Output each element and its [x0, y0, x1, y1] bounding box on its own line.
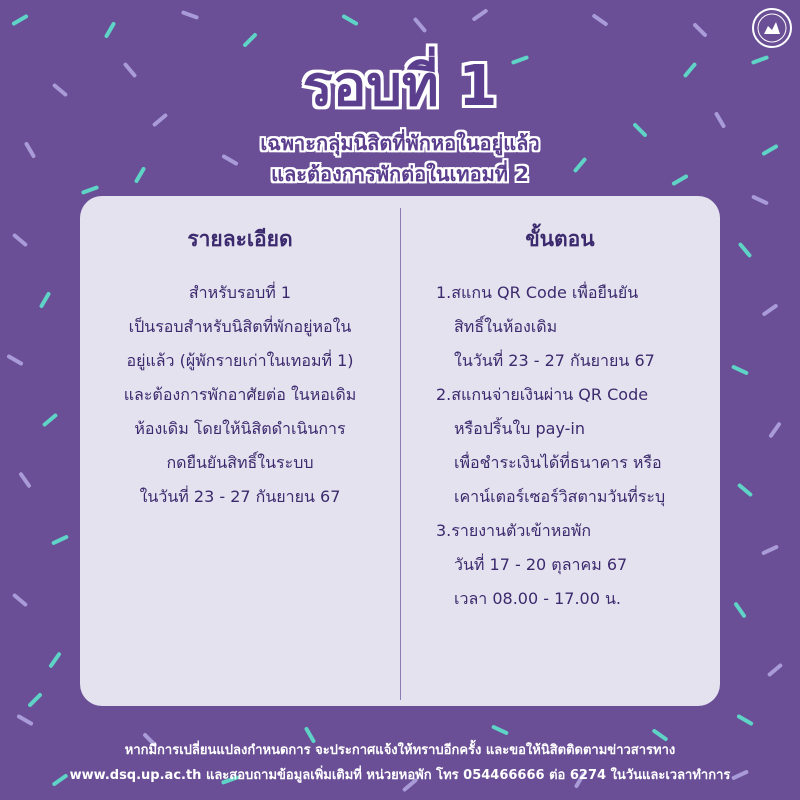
confetti-piece — [741, 245, 750, 256]
confetti-piece — [754, 197, 767, 203]
subtitle-line-2: และต้องการพักต่อในเทอมที่ 2 — [271, 162, 529, 186]
confetti-piece — [494, 727, 507, 733]
subtitle-line-1: เฉพาะกลุ่มนิสิตที่พักหอในอยู่แล้ว — [260, 131, 540, 155]
details-line: และต้องการพักอาศัยต่อ ในหอเดิม — [123, 385, 357, 404]
details-line: ในวันที่ 23 - 27 กันยายน 67 — [139, 487, 341, 506]
details-line: กดยืนยันสิทธิ์ในระบบ — [166, 453, 314, 472]
confetti-piece — [771, 424, 779, 435]
step-1-line: ในวันที่ 23 - 27 กันยายน 67 — [454, 351, 655, 370]
steps-heading: ขั้นตอน — [525, 227, 595, 251]
confetti-piece — [54, 537, 67, 543]
step-2-line: หรือปริ้นใบ pay-in — [454, 419, 585, 438]
confetti-piece — [30, 695, 40, 705]
confetti-piece — [736, 604, 744, 615]
details-line: เป็นรอบสำหรับนิสิตที่พักอยู่หอใน — [128, 317, 352, 336]
details-line: อยู่แล้ว (ผู้พักรายเก่าในเทอมที่ 1) — [126, 351, 354, 370]
confetti-piece — [740, 486, 751, 495]
footer-note-line-2: www.dsq.up.ac.th และสอบถามข้อมูลเพิ่มเติมที่ หน่วยหอพัก โทร 054466666 ต่อ 6274 ในวันและเวลาทำการ — [69, 768, 731, 783]
confetti-piece — [42, 294, 49, 306]
footer-note-line-1: หากมีการเปลี่ยนแปลงกำหนดการ จะประกาศแจ้งให้ทราบอีกครั้ง และขอให้นิสิตติดตามข่าวสารทาง — [124, 743, 676, 758]
confetti-piece — [15, 236, 26, 245]
steps-list — [436, 276, 716, 616]
university-seal-logo — [752, 8, 792, 48]
confetti-piece — [9, 357, 21, 364]
confetti-piece — [695, 25, 705, 35]
confetti-piece — [245, 35, 255, 45]
confetti-piece — [416, 20, 425, 31]
confetti-piece — [764, 547, 777, 553]
confetti-piece — [770, 666, 781, 675]
step-2-line: เคาน์เตอร์เซอร์วิสตามวันที่ระบุ — [454, 487, 666, 506]
confetti-piece — [344, 17, 356, 24]
step-3-line: วันที่ 17 - 20 ตุลาคม 67 — [454, 555, 628, 574]
confetti-piece — [83, 188, 96, 193]
confetti-piece — [654, 731, 665, 739]
step-2-title: 2.สแกนจ่ายเงินผ่าน QR Code — [436, 385, 649, 404]
confetti-piece — [764, 306, 775, 314]
university-seal-icon — [754, 10, 790, 46]
confetti-piece — [14, 17, 26, 24]
confetti-piece — [734, 367, 747, 373]
confetti-piece — [594, 16, 605, 24]
column-divider — [400, 208, 401, 700]
confetti-piece — [183, 13, 196, 18]
details-line: ห้องเดิม โดยให้นิสิตดำเนินการ — [134, 419, 346, 438]
confetti-piece — [739, 717, 751, 724]
details-line: สำหรับรอบที่ 1 — [188, 283, 292, 302]
details-text — [90, 276, 390, 514]
confetti-piece — [474, 11, 485, 19]
step-2-line: เพื่อชำระเงินได้ที่ธนาคาร หรือ — [454, 453, 662, 472]
confetti-piece — [45, 416, 56, 425]
confetti-piece — [19, 717, 31, 724]
step-3-line: เวลา 08.00 - 17.00 น. — [454, 589, 621, 608]
confetti-piece — [15, 596, 26, 605]
confetti-piece — [21, 474, 29, 485]
confetti-piece — [51, 654, 59, 665]
confetti-piece — [107, 24, 114, 36]
step-1-line: สิทธิ์ในห้องเดิม — [454, 317, 558, 336]
details-heading: รายละเอียด — [187, 227, 293, 251]
page-title: รอบที่ 1 — [302, 54, 498, 119]
step-1-title: 1.สแกน QR Code เพื่อยืนยัน — [436, 283, 639, 302]
step-3-title: 3.รายงานตัวเข้าหอพัก — [436, 521, 592, 540]
